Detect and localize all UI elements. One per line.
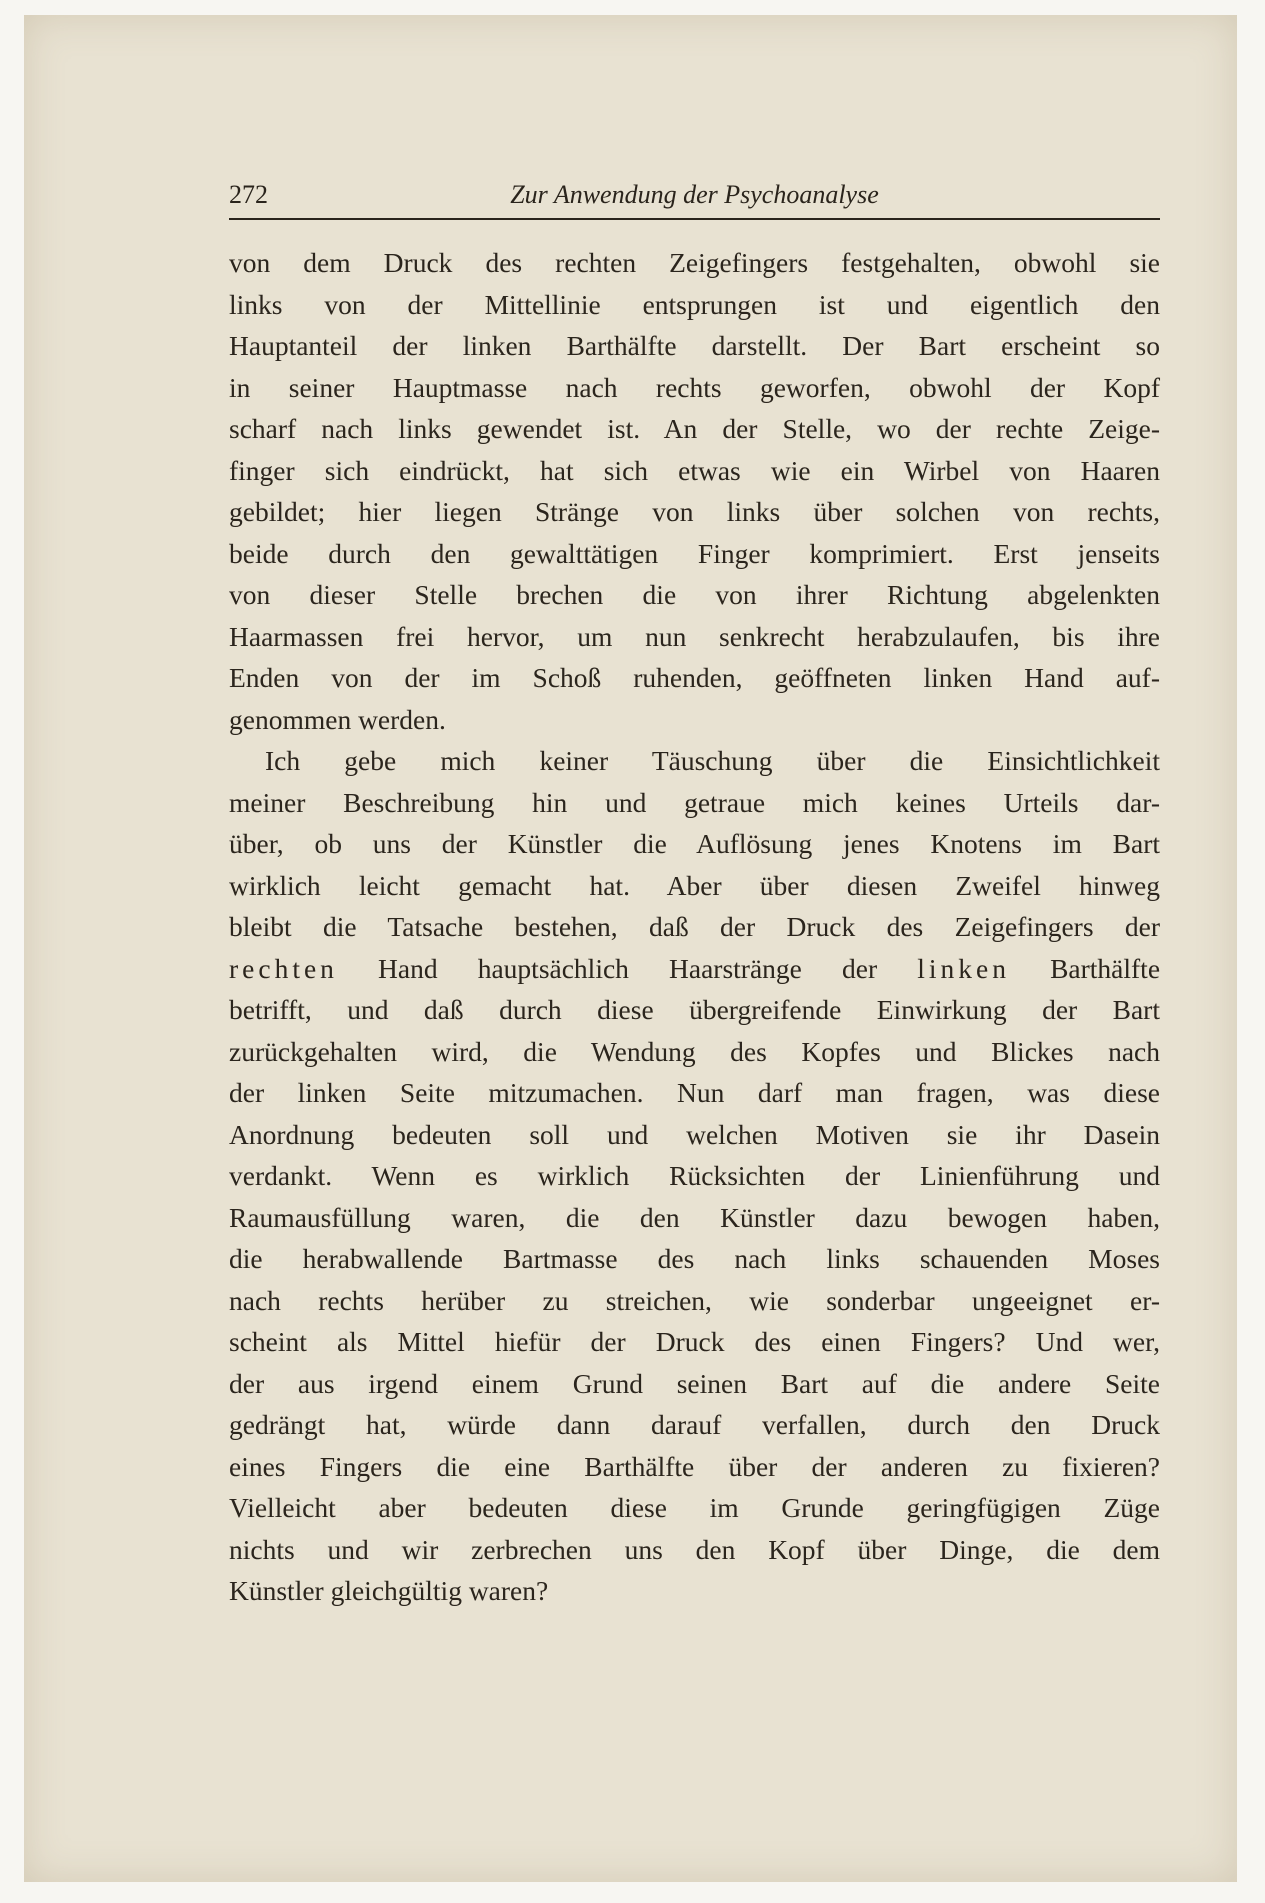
text-line: zurückgehalten wird, die Wendung des Kopfes und Blickes nach (229, 1035, 1160, 1067)
text-line: Enden von der im Schoß ruhenden, geöffneten linken Hand auf- (229, 662, 1160, 693)
text-line: gedrängt hat, würde dann darauf verfallen, durch den Druck (229, 1409, 1160, 1440)
text-line: Ich gebe mich keiner Täuschung über die Einsichtlichkeit (265, 745, 1160, 776)
text-line: die herabwallende Bartmasse des nach links schauenden Moses (229, 1243, 1160, 1274)
text-line: gebildet; hier liegen Stränge von links über solchen von rechts, (229, 496, 1160, 527)
text-line: in seiner Hauptmasse nach rechts geworfen, obwohl der Kopf (229, 371, 1160, 403)
text-line: genommen werden. (229, 703, 446, 735)
text-line: Haarmassen frei hervor, um nun senkrecht herabzulaufen, bis ihre (229, 620, 1160, 652)
text-line: scheint als Mittel hiefür der Druck des einen Fingers? Und wer, (229, 1326, 1160, 1357)
text-line: finger sich eindrückt, hat sich etwas wie ein Wirbel von Haaren (229, 454, 1160, 486)
text-line: von dem Druck des rechten Zeigefingers festgehalten, obwohl sie (229, 247, 1160, 278)
text-line: der linken Seite mitzumachen. Nun darf man fragen, was diese (229, 1077, 1160, 1108)
text-line: Raumausfüllung waren, die den Künstler dazu bewogen haben, (229, 1201, 1160, 1233)
running-header (229, 180, 1160, 218)
text-line: der aus irgend einem Grund seinen Bart auf die andere Seite (229, 1367, 1160, 1399)
paragraph (229, 242, 1160, 740)
text-line: rechten Hand hauptsächlich Haarstränge der linken Barthälfte (229, 952, 1161, 984)
header-rule (229, 218, 1160, 220)
text-line: von dieser Stelle brechen die von ihrer Richtung abgelenkten (229, 579, 1160, 610)
text-line: meiner Beschreibung hin und getraue mich keines Urteils dar- (229, 786, 1160, 818)
paragraph (229, 740, 1160, 1612)
text-line: scharf nach links gewendet ist. An der Stelle, wo der rechte Zeige- (229, 413, 1160, 444)
page-body (229, 242, 1160, 1612)
text-line: beide durch den gewalttätigen Finger komprimiert. Erst jenseits (229, 537, 1160, 569)
text-line: Vielleicht aber bedeuten diese im Grunde geringfügigen Züge (229, 1492, 1160, 1523)
text-line: nichts und wir zerbrechen uns den Kopf über Dinge, die dem (229, 1533, 1160, 1565)
running-title: Zur Anwendung der Psychoanalyse (510, 180, 879, 209)
text-line: Hauptanteil der linken Barthälfte darstellt. Der Bart erscheint so (229, 330, 1160, 361)
text-line: wirklich leicht gemacht hat. Aber über diesen Zweifel hinweg (229, 869, 1160, 901)
text-line: Anordnung bedeuten soll und welchen Motiven sie ihr Dasein (229, 1118, 1160, 1150)
text-line: bleibt die Tatsache bestehen, daß der Druck des Zeigefingers der (229, 911, 1160, 942)
text-line: verdankt. Wenn es wirklich Rücksichten der Linienführung und (229, 1160, 1160, 1191)
text-line: betrifft, und daß durch diese übergreifende Einwirkung der Bart (229, 994, 1160, 1025)
text-line: links von der Mittellinie entsprungen ist und eigentlich den (229, 288, 1160, 320)
text-line: Künstler gleichgültig waren? (229, 1575, 549, 1606)
text-line: nach rechts herüber zu streichen, wie sonderbar ungeeignet er- (229, 1284, 1160, 1316)
page-number: 272 (229, 180, 268, 209)
text-line: über, ob uns der Künstler die Auflösung jenes Knotens im Bart (229, 828, 1160, 859)
text-line: eines Fingers die eine Barthälfte über der anderen zu fixieren? (229, 1450, 1160, 1482)
